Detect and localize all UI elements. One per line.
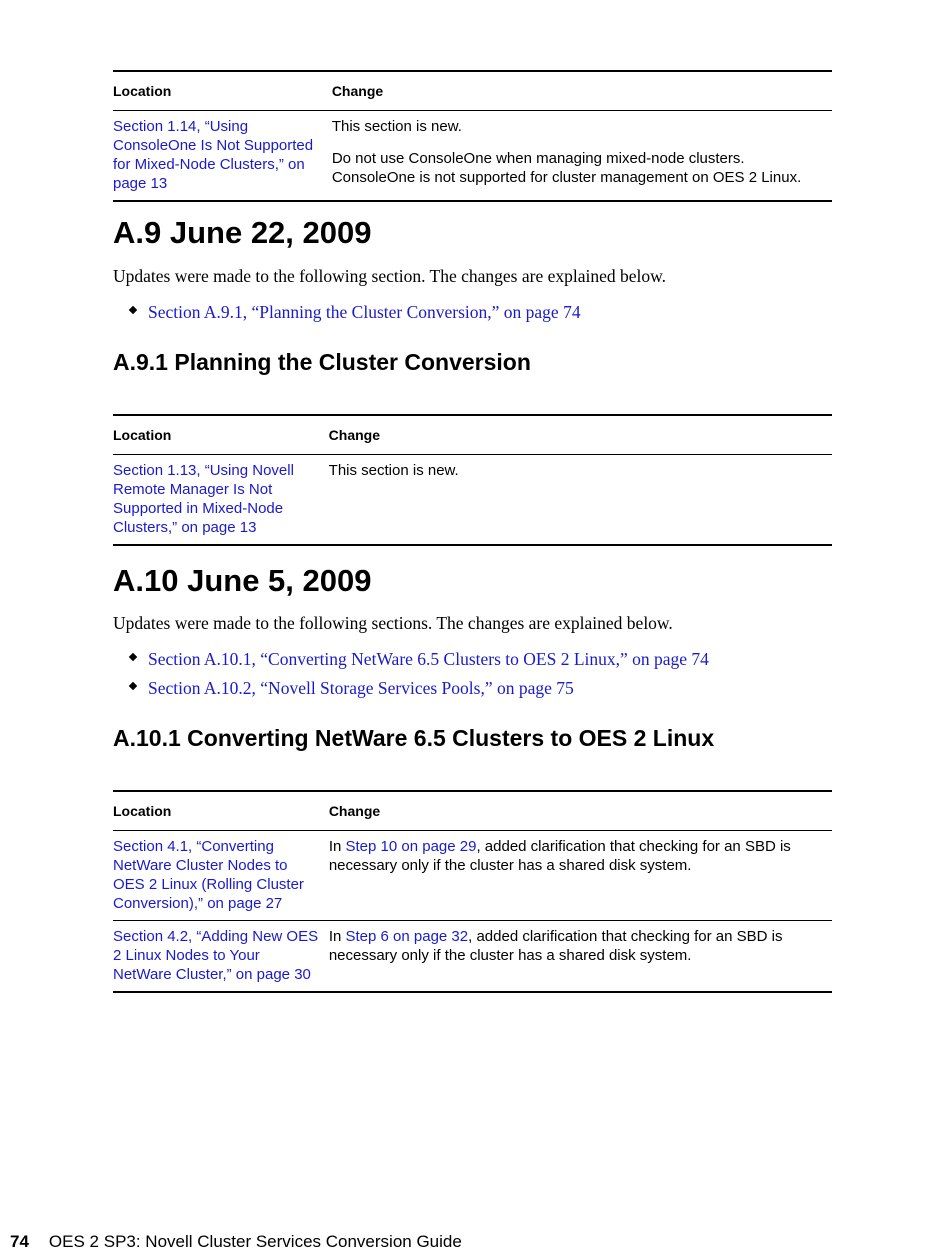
- section-link-list: [130, 648, 709, 706]
- change-text: This section is new.: [328, 462, 459, 479]
- changes-table-a9-1: [113, 414, 832, 546]
- changes-table-top: [113, 70, 832, 202]
- column-header-change: Change: [332, 71, 832, 111]
- changes-table-a10-1: [113, 790, 832, 993]
- section-intro: Updates were made to the following section. The changes are explained below.: [113, 266, 667, 286]
- document-title: OES 2 SP3: Novell Cluster Services Conversion Guide: [48, 1232, 462, 1251]
- change-text: In Step 10 on page 29, added clarification that checking for an SBD is necessary only if the cluster has a shared disk system.: [328, 838, 791, 874]
- change-text: Do not use ConsoleOne when managing mixed-node clusters. ConsoleOne is not supported for cluster management on OES 2 Linux.: [331, 150, 802, 186]
- column-header-location: Location: [113, 71, 332, 111]
- subsection-heading-a9-1: A.9.1 Planning the Cluster Conversion: [113, 349, 531, 375]
- section-link[interactable]: Section A.10.2, “Novell Storage Services Pools,” on page 75: [148, 678, 574, 698]
- section-intro: Updates were made to the following sections. The changes are explained below.: [113, 613, 673, 633]
- column-header-location: Location: [113, 791, 329, 831]
- location-link[interactable]: Section 1.14, “Using ConsoleOne Is Not Supported for Mixed-Node Clusters,” on page 13: [113, 118, 314, 192]
- section-heading-a10: A.10 June 5, 2009: [113, 563, 372, 598]
- table-row: [113, 921, 832, 993]
- section-link[interactable]: Section A.9.1, “Planning the Cluster Conversion,” on page 74: [148, 302, 581, 322]
- step-link[interactable]: Step 10 on page 29: [345, 838, 477, 855]
- location-link[interactable]: Section 4.1, “Converting NetWare Cluster Nodes to OES 2 Linux (Rolling Cluster Conversion),” on page 27: [113, 838, 304, 912]
- section-link[interactable]: Section A.10.1, “Converting NetWare 6.5 Clusters to OES 2 Linux,” on page 74: [148, 649, 709, 669]
- table-row: [113, 831, 832, 921]
- section-link-list: [130, 301, 581, 330]
- list-item: [130, 677, 709, 699]
- table-row: [113, 111, 832, 202]
- list-item: [130, 301, 581, 323]
- column-header-change: Change: [329, 415, 832, 455]
- table-row: [113, 455, 832, 546]
- bullet-diamond-icon: [129, 682, 137, 690]
- bullet-diamond-icon: [129, 653, 137, 661]
- change-text: In Step 6 on page 32, added clarification that checking for an SBD is necessary only if the cluster has a shared disk system.: [328, 928, 783, 964]
- column-header-change: Change: [329, 791, 832, 831]
- section-heading-a9: A.9 June 22, 2009: [113, 215, 372, 250]
- subsection-heading-a10-1: A.10.1 Converting NetWare 6.5 Clusters to OES 2 Linux: [113, 725, 715, 751]
- location-link[interactable]: Section 1.13, “Using Novell Remote Manager Is Not Supported in Mixed-Node Clusters,” on page 13: [113, 462, 294, 536]
- step-link[interactable]: Step 6 on page 32: [345, 928, 469, 945]
- location-link[interactable]: Section 4.2, “Adding New OES 2 Linux Nodes to Your NetWare Cluster,” on page 30: [113, 928, 319, 983]
- page-footer: [10, 1231, 462, 1253]
- list-item: [130, 648, 709, 670]
- column-header-location: Location: [113, 415, 329, 455]
- bullet-diamond-icon: [129, 306, 137, 314]
- change-text: This section is new.: [331, 118, 462, 135]
- page-number: 74: [10, 1232, 29, 1251]
